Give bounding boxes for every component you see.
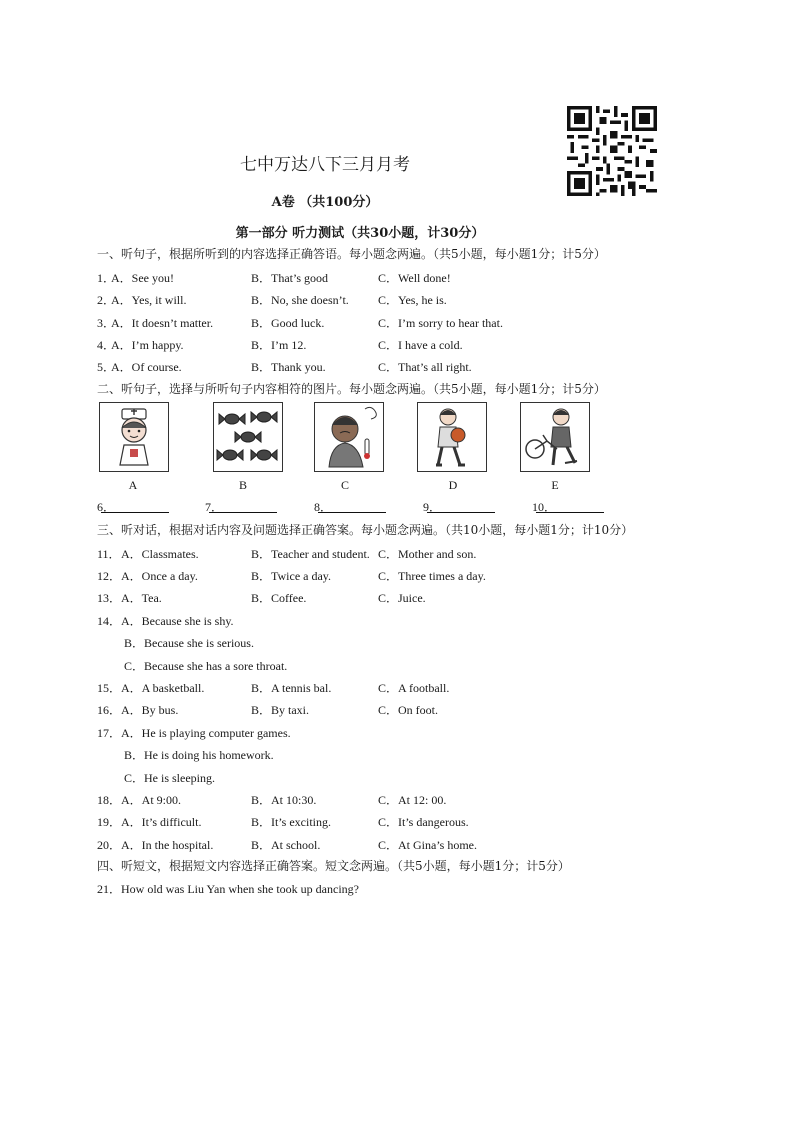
option-c: C．At 12: 00. (378, 793, 447, 807)
option-c: C．Juice. (378, 591, 426, 605)
option-c: C．Yes, he is. (378, 293, 447, 307)
picture-b-candies (213, 402, 283, 472)
bicycle-icon (521, 403, 589, 471)
picture-label: B (238, 478, 247, 492)
option-c: C．Mother and son. (378, 547, 477, 561)
picture-c-sick-boy (314, 402, 384, 472)
blank-number: 6． (97, 500, 116, 514)
picture-label: A (128, 478, 138, 492)
question-number: 16． (97, 703, 122, 717)
option-c: C．A football. (378, 681, 450, 695)
option-c: C．That’s all right. (378, 360, 472, 374)
option-b: B．That’s good (251, 271, 328, 285)
option-a: A．In the hospital. (121, 838, 214, 852)
question-number: 18． (97, 793, 122, 807)
question-number: 20． (97, 838, 122, 852)
option-a: A．A basketball. (121, 681, 205, 695)
question-number: 12． (97, 569, 122, 583)
picture-label: E (551, 478, 559, 492)
question-number: 13． (97, 591, 122, 605)
option-a: A．Tea. (121, 591, 162, 605)
option-a: A．See you! (111, 271, 174, 285)
question-number: 15． (97, 681, 122, 695)
option-a: A．It doesn’t matter. (111, 316, 214, 330)
option-b: B．No, she doesn’t. (251, 293, 349, 307)
question-number: 5． (97, 360, 116, 374)
option-c: C．Well done! (378, 271, 451, 285)
part-title: 第一部分 听力测试（共30小题，计30分） (235, 226, 485, 241)
question-number: 17． (97, 726, 122, 740)
option-b: B．He is doing his homework. (124, 748, 274, 762)
question-number: 14． (97, 614, 122, 628)
option-a: A．Once a day. (121, 569, 198, 583)
picture-d-boy-basketball (417, 402, 487, 472)
option-c: C．He is sleeping. (124, 771, 215, 785)
exam-title: 七中万达八下三月月考 (240, 155, 410, 175)
question-number: 2． (97, 293, 116, 307)
blank-number: 9． (423, 500, 442, 514)
option-b: B．Twice a day. (251, 569, 332, 583)
sick-person-icon (315, 403, 383, 471)
option-b: B．It’s exciting. (251, 815, 331, 829)
option-b: B．Because she is serious. (124, 636, 254, 650)
option-c: C．I’m sorry to hear that. (378, 316, 503, 330)
option-b: B．A tennis bal. (251, 681, 332, 695)
blank-number: 10． (532, 500, 557, 514)
blank-number: 8． (314, 500, 333, 514)
option-a: A．Classmates. (121, 547, 199, 561)
candy-icon (214, 403, 282, 471)
option-b: B．I’m 12. (251, 338, 307, 352)
option-c: C．Three times a day. (378, 569, 486, 583)
option-a: A．It’s difficult. (121, 815, 202, 829)
option-a: A．Yes, it will. (111, 293, 187, 307)
option-a: A．Because she is shy. (121, 614, 234, 628)
option-c: C．On foot. (378, 703, 439, 717)
option-b: B．Coffee. (251, 591, 307, 605)
picture-a-nurse (99, 402, 169, 472)
exam-subtitle: A卷 （共100分） (271, 195, 379, 210)
section-heading: 二、听句子，选择与所听句子内容相符的图片。每小题念两遍。（共5小题，每小题1分；计5分） (97, 382, 606, 396)
question-number: 3． (97, 316, 116, 330)
option-b: B．Teacher and student. (251, 547, 370, 561)
picture-label: C (340, 478, 349, 492)
option-c: C．At Gina’s home. (378, 838, 477, 852)
nurse-icon (100, 403, 168, 471)
question-number: 4． (97, 338, 116, 352)
option-b: B．Good luck. (251, 316, 325, 330)
option-c: C．I have a cold. (378, 338, 463, 352)
question-text: 21．How old was Liu Yan when she took up dancing? (97, 882, 359, 896)
boy-ball-icon (418, 403, 486, 471)
option-b: B．At school. (251, 838, 321, 852)
option-c: C．Because she has a sore throat. (124, 659, 288, 673)
option-a: A．Of course. (111, 360, 182, 374)
question-number: 19． (97, 815, 122, 829)
section-heading: 一、听句子，根据所听到的内容选择正确答语。每小题念两遍。（共5小题，每小题1分；计5分） (97, 247, 606, 261)
section-heading: 四、听短文，根据短文内容选择正确答案。短文念两遍。（共5小题，每小题1分；计5分） (97, 859, 570, 873)
option-a: A．I’m happy. (111, 338, 184, 352)
question-number: 1． (97, 271, 116, 285)
picture-label: D (448, 478, 458, 492)
option-b: B．By taxi. (251, 703, 310, 717)
option-a: A．By bus. (121, 703, 179, 717)
option-a: A．At 9:00. (121, 793, 182, 807)
option-b: B．Thank you. (251, 360, 326, 374)
blank-number: 7． (205, 500, 224, 514)
section-heading: 三、听对话，根据对话内容及问题选择正确答案。每小题念两遍。（共10小题，每小题1分；计10分） (97, 523, 634, 537)
question-number: 11． (97, 547, 121, 561)
option-c: C．It’s dangerous. (378, 815, 469, 829)
option-b: B．At 10:30. (251, 793, 317, 807)
option-a: A．He is playing computer games. (121, 726, 291, 740)
picture-e-boy-bicycle (520, 402, 590, 472)
